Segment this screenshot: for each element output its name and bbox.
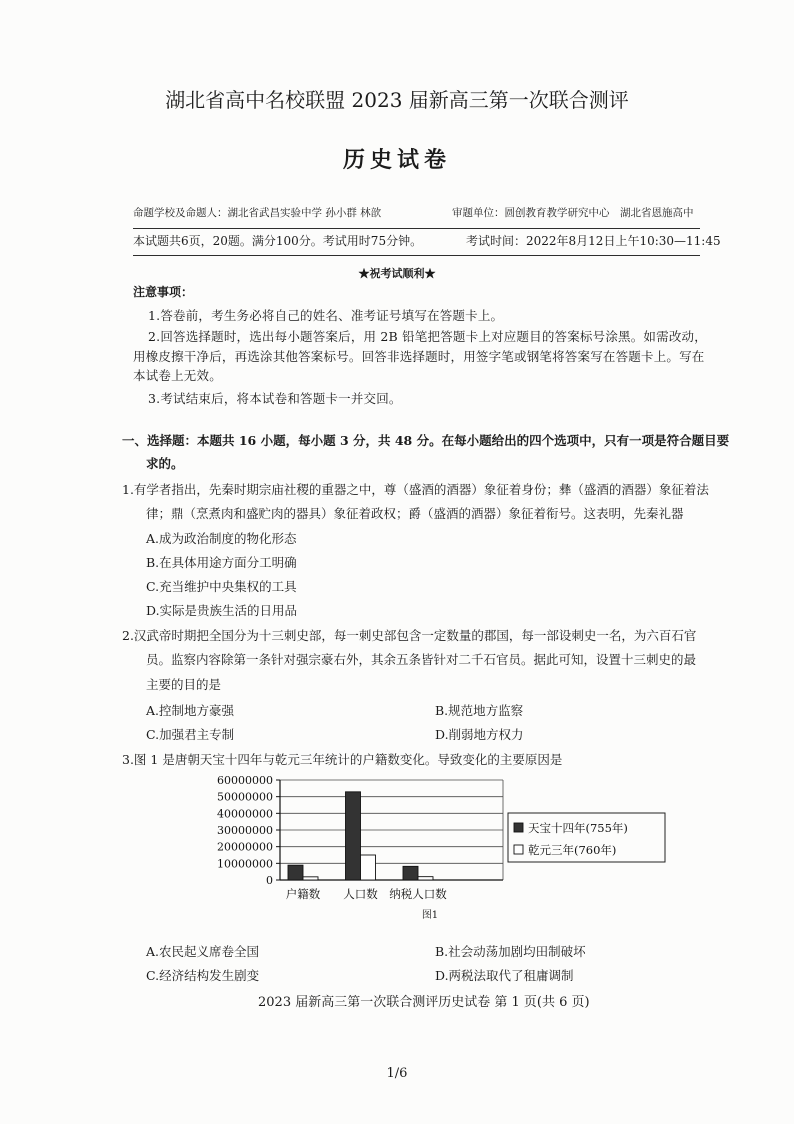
info-divider (133, 255, 700, 256)
authors-line: 命题学校及命题人：湖北省武昌实验中学 孙小群 林歆 (133, 207, 382, 219)
bar-series-1-category-1 (288, 865, 303, 880)
y-tick-label: 50000000 (217, 790, 273, 804)
question-1-stem: 1.有学者指出，先秦时期宗庙社稷的重器之中，尊（盛酒的酒器）象征着身份；彝（盛酒的酒器）象征着法 (122, 482, 709, 497)
y-tick-label: 60000000 (217, 774, 273, 787)
question-1-option-d: D.实际是贵族生活的日用品 (146, 603, 298, 618)
bar-series-2-category-3 (418, 877, 433, 880)
notice-line: 2.回答选择题时，选出每小题答案后，用 2B 铅笔把答题卡上对应题目的答案标号涂黑。如需改动， (148, 329, 707, 344)
notice-heading: 注意事项： (133, 285, 194, 299)
question-3-option-a: A.农民起义席卷全国 (146, 944, 260, 959)
y-tick-label: 0 (266, 874, 273, 887)
bar-series-2-category-1 (303, 877, 318, 880)
figure-caption: 图1 (421, 910, 439, 921)
question-2-option-b: B.规范地方监察 (435, 703, 524, 718)
question-3-stem: 3.图 1 是唐朝天宝十四年与乾元三年统计的户籍数变化。导致变化的主要原因是 (122, 752, 563, 767)
question-2-stem: 2.汉武帝时期把全国分为十三刺史部，每一刺史部包含一定数量的郡国，每一部设刺史一名，为六百石官 (122, 628, 697, 643)
question-2-option-a: A.控制地方豪强 (146, 703, 235, 718)
question-2-option-c: C.加强君主专制 (146, 727, 235, 742)
notice-line: 3.考试结束后，将本试卷和答题卡一并交回。 (148, 391, 402, 406)
co-reviewer-line: 湖北省恩施高中 (620, 207, 694, 219)
subject-title: 历史试卷 (342, 147, 451, 173)
question-2-stem-cont: 员。监察内容除第一条针对强宗豪右外，其余五条皆针对二千石官员。据此可知，设置十三刺史的最 (146, 652, 697, 667)
legend-label: 乾元三年(760年) (528, 843, 617, 857)
legend-swatch (514, 823, 523, 832)
x-category-label: 户籍数 (285, 887, 321, 901)
page-footer: 2023 届新高三第一次联合测评历史试卷 第 1 页(共 6 页) (258, 995, 590, 1010)
notice-line: 本试卷上无效。 (133, 368, 222, 383)
question-2-stem-cont: 主要的目的是 (146, 677, 222, 692)
question-3-option-c: C.经济结构发生剧变 (146, 968, 260, 983)
exam-summary: 本试题共6页，20题。满分100分。考试用时75分钟。 (133, 234, 423, 248)
question-2-option-d: D.削弱地方权力 (435, 727, 524, 742)
question-1-stem-cont: 律；鼎（烹煮肉和盛贮肉的器具）象征着政权；爵（盛酒的酒器）象征着衔号。这表明，先秦礼器 (146, 506, 684, 521)
exam-title: 湖北省高中名校联盟 2023 届新高三第一次联合测评 (165, 88, 629, 112)
x-category-label: 人口数 (343, 887, 378, 901)
good-luck-banner: ★祝考试顺利★ (358, 267, 436, 280)
bar-series-2-category-2 (361, 855, 376, 880)
section-heading-cont: 求的。 (146, 456, 184, 471)
y-tick-label: 10000000 (217, 857, 273, 871)
question-3-option-d: D.两税法取代了租庸调制 (435, 968, 574, 983)
exam-time: 考试时间：2022年8月12日上午10:30—11:45 (466, 234, 721, 248)
y-tick-label: 40000000 (217, 807, 273, 821)
page-number: 1/6 (386, 1066, 408, 1081)
question-1-option-c: C.充当维护中央集权的工具 (146, 579, 297, 594)
reviewer-line: 审题单位：圆创教育教学研究中心 (452, 207, 610, 219)
y-tick-label: 20000000 (217, 840, 273, 854)
household-bar-chart (200, 770, 680, 910)
legend-swatch (514, 845, 523, 854)
header-divider (133, 228, 700, 229)
question-1-option-b: B.在具体用途方面分工明确 (146, 555, 297, 570)
bar-series-1-category-2 (346, 792, 361, 880)
y-tick-label: 30000000 (217, 824, 273, 837)
section-heading: 一、选择题：本题共 16 小题，每小题 3 分，共 48 分。在每小题给出的四个选项中，只有一项是符合题目要 (122, 433, 730, 448)
question-1-option-a: A.成为政治制度的物化形态 (146, 531, 297, 546)
question-3-option-b: B.社会动荡加剧均田制破坏 (435, 944, 586, 959)
notice-line: 用橡皮擦干净后，再选涂其他答案标号。回答非选择题时，用签字笔或钢笔将答案写在答题卡上。写在 (133, 349, 705, 364)
bar-series-1-category-3 (403, 866, 418, 880)
notice-line: 1.答卷前，考生务必将自己的姓名、准考证号填写在答题卡上。 (148, 308, 504, 323)
legend-label: 天宝十四年(755年) (528, 821, 628, 835)
x-category-label: 纳税人口数 (389, 887, 447, 901)
